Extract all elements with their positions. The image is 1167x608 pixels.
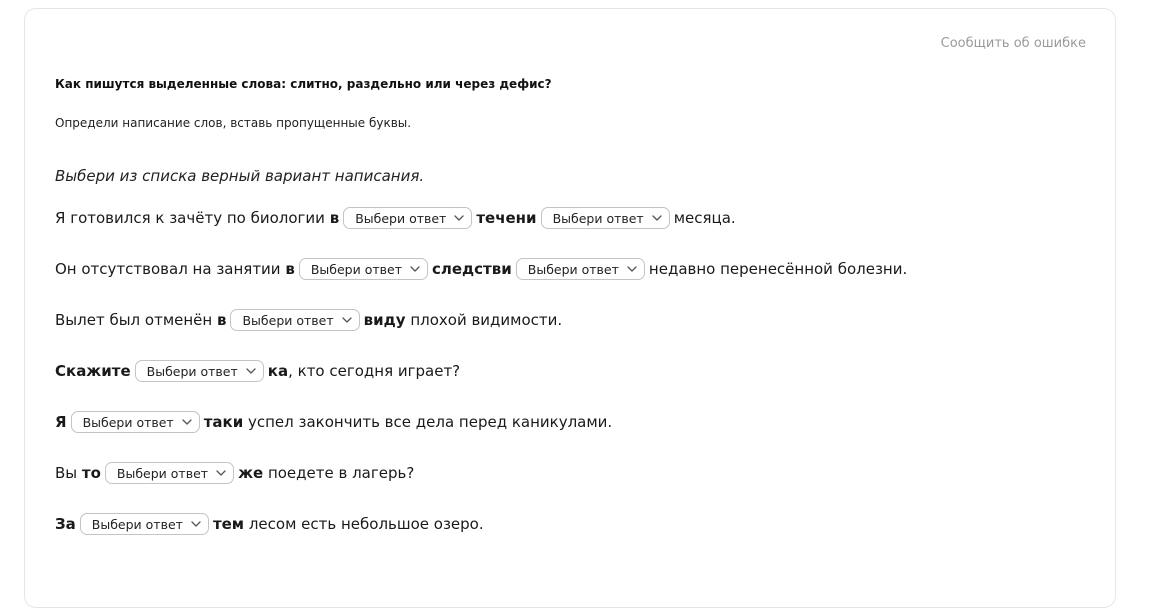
highlighted-word: тем xyxy=(212,515,245,533)
task-hint: Выбери из списка верный вариант написания. xyxy=(55,167,425,185)
answer-select-label: Выбери ответ xyxy=(355,210,447,226)
chevron-down-icon xyxy=(215,467,227,479)
sentence-row xyxy=(55,359,460,383)
sentence-text: лесом есть небольшое озеро. xyxy=(244,515,484,533)
answer-select-label: Выбери ответ xyxy=(146,363,238,379)
highlighted-word: таки xyxy=(203,413,244,431)
answer-select[interactable] xyxy=(541,207,670,229)
chevron-down-icon xyxy=(190,518,202,530)
highlighted-word: За xyxy=(55,515,76,533)
answer-select[interactable] xyxy=(343,207,472,229)
highlighted-word: Я xyxy=(55,413,67,431)
highlighted-word: в xyxy=(329,209,340,227)
sentence-row xyxy=(55,512,484,536)
highlighted-word: следстви xyxy=(431,260,512,278)
answer-select[interactable] xyxy=(135,360,264,382)
answer-select-label: Выбери ответ xyxy=(310,261,402,277)
task-title: Как пишутся выделенные слова: слитно, раздельно или через дефис? xyxy=(55,77,552,91)
sentence-text: успел закончить все дела перед каникулами. xyxy=(243,413,613,431)
highlighted-word: течени xyxy=(476,209,537,227)
chevron-down-icon xyxy=(409,263,421,275)
sentence-text: поедете в лагерь? xyxy=(263,464,415,482)
sentence-text: Он отсутствовал на занятии xyxy=(55,260,286,278)
sentence-text: недавно перенесённой болезни. xyxy=(648,260,908,278)
sentence-row xyxy=(55,410,612,434)
task-subtitle: Определи написание слов, вставь пропущенные буквы. xyxy=(55,116,412,130)
chevron-down-icon xyxy=(341,314,353,326)
sentence-text: , кто сегодня играет? xyxy=(288,362,461,380)
answer-select[interactable] xyxy=(105,462,234,484)
answer-select[interactable] xyxy=(299,258,428,280)
chevron-down-icon xyxy=(626,263,638,275)
answer-select[interactable] xyxy=(516,258,645,280)
answer-select[interactable] xyxy=(230,309,359,331)
sentence-text: месяца. xyxy=(673,209,736,227)
answer-select-label: Выбери ответ xyxy=(527,261,619,277)
highlighted-word: же xyxy=(238,464,264,482)
highlighted-word: Скажите xyxy=(55,362,131,380)
highlighted-word: в xyxy=(216,311,227,329)
sentence-row xyxy=(55,308,562,332)
chevron-down-icon xyxy=(245,365,257,377)
sentence-text: Я готовился к зачёту по биологии xyxy=(55,209,330,227)
sentence-row xyxy=(55,206,736,230)
answer-select-label: Выбери ответ xyxy=(242,312,334,328)
sentence-text: Вылет был отменён xyxy=(55,311,217,329)
sentence-row xyxy=(55,257,907,281)
sentence-row xyxy=(55,461,414,485)
sentence-text: плохой видимости. xyxy=(405,311,563,329)
sentence-text: Вы xyxy=(55,464,82,482)
highlighted-word: то xyxy=(81,464,101,482)
answer-select-label: Выбери ответ xyxy=(552,210,644,226)
answer-select[interactable] xyxy=(71,411,200,433)
answer-select-label: Выбери ответ xyxy=(116,465,209,481)
answer-select-label: Выбери ответ xyxy=(91,516,183,532)
chevron-down-icon xyxy=(181,416,193,428)
highlighted-word: в xyxy=(285,260,295,278)
answer-select-label: Выбери ответ xyxy=(82,414,174,430)
highlighted-word: ка xyxy=(267,362,289,380)
report-error-link[interactable]: Сообщить об ошибке xyxy=(940,36,1086,51)
chevron-down-icon xyxy=(651,212,663,224)
exercise-card xyxy=(24,8,1116,608)
chevron-down-icon xyxy=(453,212,465,224)
highlighted-word: виду xyxy=(363,311,406,329)
answer-select[interactable] xyxy=(80,513,209,535)
